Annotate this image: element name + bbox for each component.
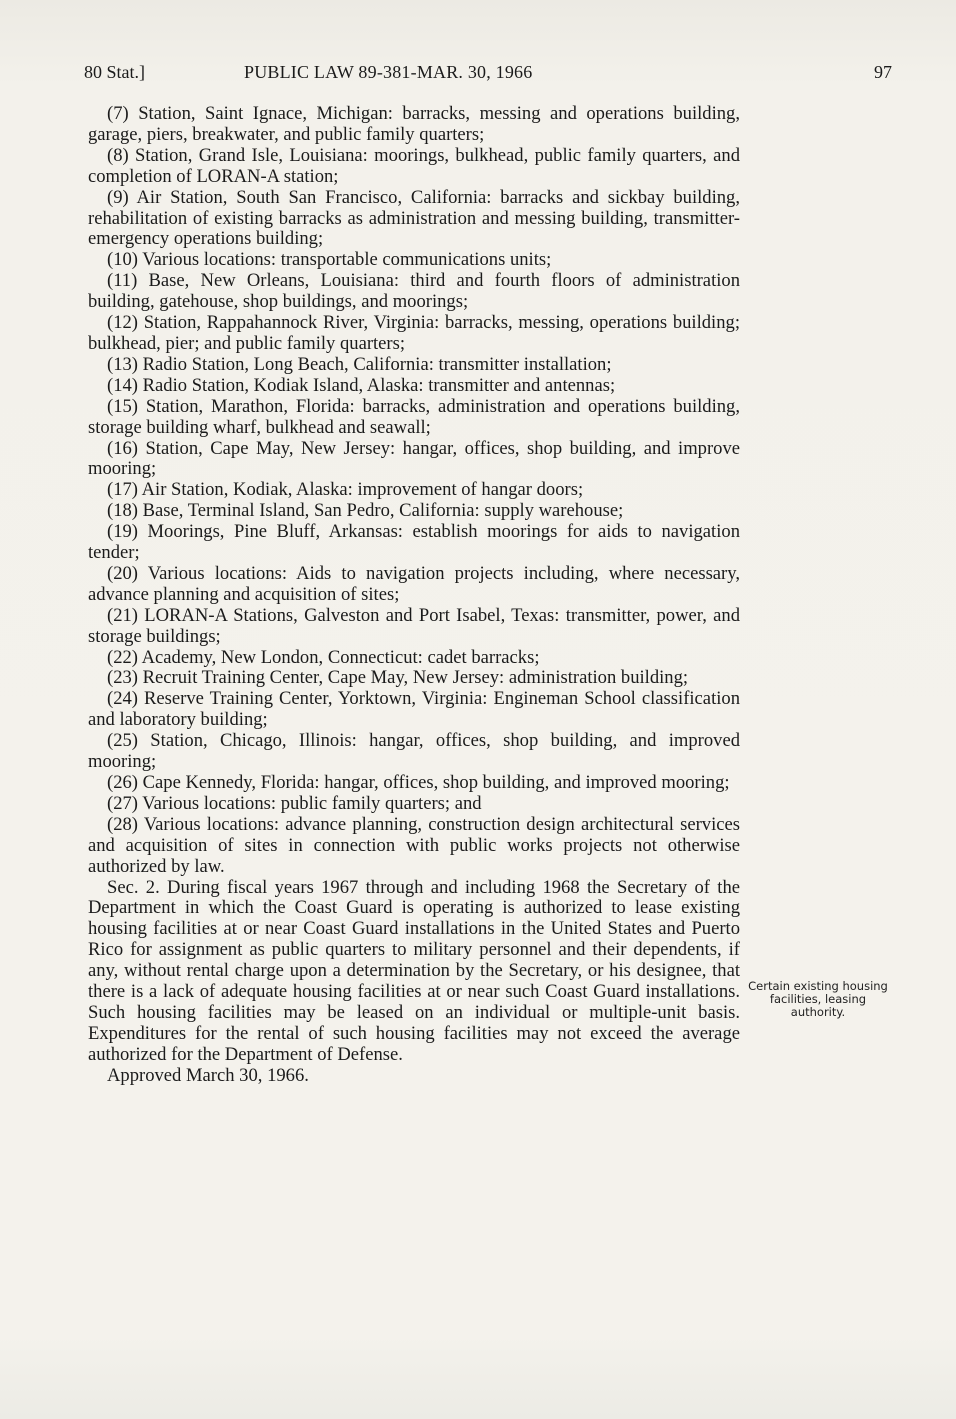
paragraph: (10) Various locations: transportable communications units; — [107, 249, 552, 271]
page-number: 97 — [874, 62, 892, 82]
page-header — [84, 62, 892, 86]
statute-reference: 80 Stat.] — [84, 62, 145, 82]
paragraph: (28) Various locations: advance planning, construction design architectural services and acquisition of sites in connection with public works projects not otherwise authorized by law. — [88, 813, 740, 877]
paragraph: (20) Various locations: Aids to navigation projects including, where necessary, advance planning and acquisition of sites; — [88, 562, 740, 605]
paragraph: (14) Radio Station, Kodiak Island, Alaska: transmitter and antennas; — [107, 374, 616, 396]
paragraph: (15) Station, Marathon, Florida: barracks, administration and operations building, storage building wharf, bulkhead and seawall; — [88, 395, 740, 438]
approval-date: Approved March 30, 1966. — [107, 1064, 309, 1086]
paragraph: (12) Station, Rappahannock River, Virginia: barracks, messing, operations building; bulkhead, pier; and public family quarters; — [88, 312, 740, 354]
paragraph: (22) Academy, New London, Connecticut: cadet barracks; — [107, 646, 540, 668]
paragraph: (7) Station, Saint Ignace, Michigan: barracks, messing and operations building, garage, piers, breakwater, and public family quarters; — [88, 103, 740, 145]
paragraph: (8) Station, Grand Isle, Louisiana: moorings, bulkhead, public family quarters, and completion of LORAN-A station; — [88, 144, 740, 187]
paragraph: (25) Station, Chicago, Illinois: hangar, offices, shop building, and improved mooring; — [88, 730, 740, 773]
paragraph: (18) Base, Terminal Island, San Pedro, California: supply warehouse; — [107, 500, 624, 522]
paragraph: (11) Base, New Orleans, Louisiana: third and fourth floors of administration building, gatehouse, shop buildings, and moorings; — [88, 270, 740, 313]
paragraph: (27) Various locations: public family quarters; and — [107, 792, 482, 814]
paragraph: (17) Air Station, Kodiak, Alaska: improvement of hangar doors; — [107, 479, 584, 501]
paragraph: (9) Air Station, South San Francisco, California: barracks and sickbay building, rehabilitation of existing barracks as administration and messing building, transmitter-emergency operations building; — [88, 186, 740, 250]
margin-note: Certain existing housing facilities, leasing authority. — [748, 979, 888, 1019]
paragraph: (21) LORAN-A Stations, Galveston and Port Isabel, Texas: transmitter, power, and storage buildings; — [88, 604, 740, 647]
paragraph: (19) Moorings, Pine Bluff, Arkansas: establish moorings for aids to navigation tender; — [88, 521, 740, 564]
paragraph: (24) Reserve Training Center, Yorktown, Virginia: Engineman School classification and laboratory building; — [88, 688, 740, 731]
paragraph: (16) Station, Cape May, New Jersey: hangar, offices, shop building, and improve mooring; — [88, 437, 740, 480]
paragraph: (26) Cape Kennedy, Florida: hangar, offices, shop building, and improved mooring; — [107, 772, 730, 793]
body-text — [88, 104, 740, 1087]
law-title: PUBLIC LAW 89-381-MAR. 30, 1966 — [244, 62, 533, 82]
paragraph: (13) Radio Station, Long Beach, California: transmitter installation; — [107, 353, 612, 375]
paragraph: (23) Recruit Training Center, Cape May, New Jersey: administration building; — [107, 667, 689, 689]
section-2-paragraph: Sec. 2. During fiscal years 1967 through and including 1968 the Secretary of the Department in which the Coast Guard is operating is authorized to lease existing housing facilities at or near Coast Guard installations in the United States and Puerto Rico for assignment as public quarters to military personnel and their dependents, if any, without rental charge upon a determination by the Secretary, or his designee, that there is a lack of adequate housing facilities at or near such Coast Guard installations. Such housing facilities may be leased on an individual or multiple-unit basis. Expenditures for the rental of such housing facilities may not exceed the average authorized for the Department of Defense. — [88, 876, 740, 1065]
